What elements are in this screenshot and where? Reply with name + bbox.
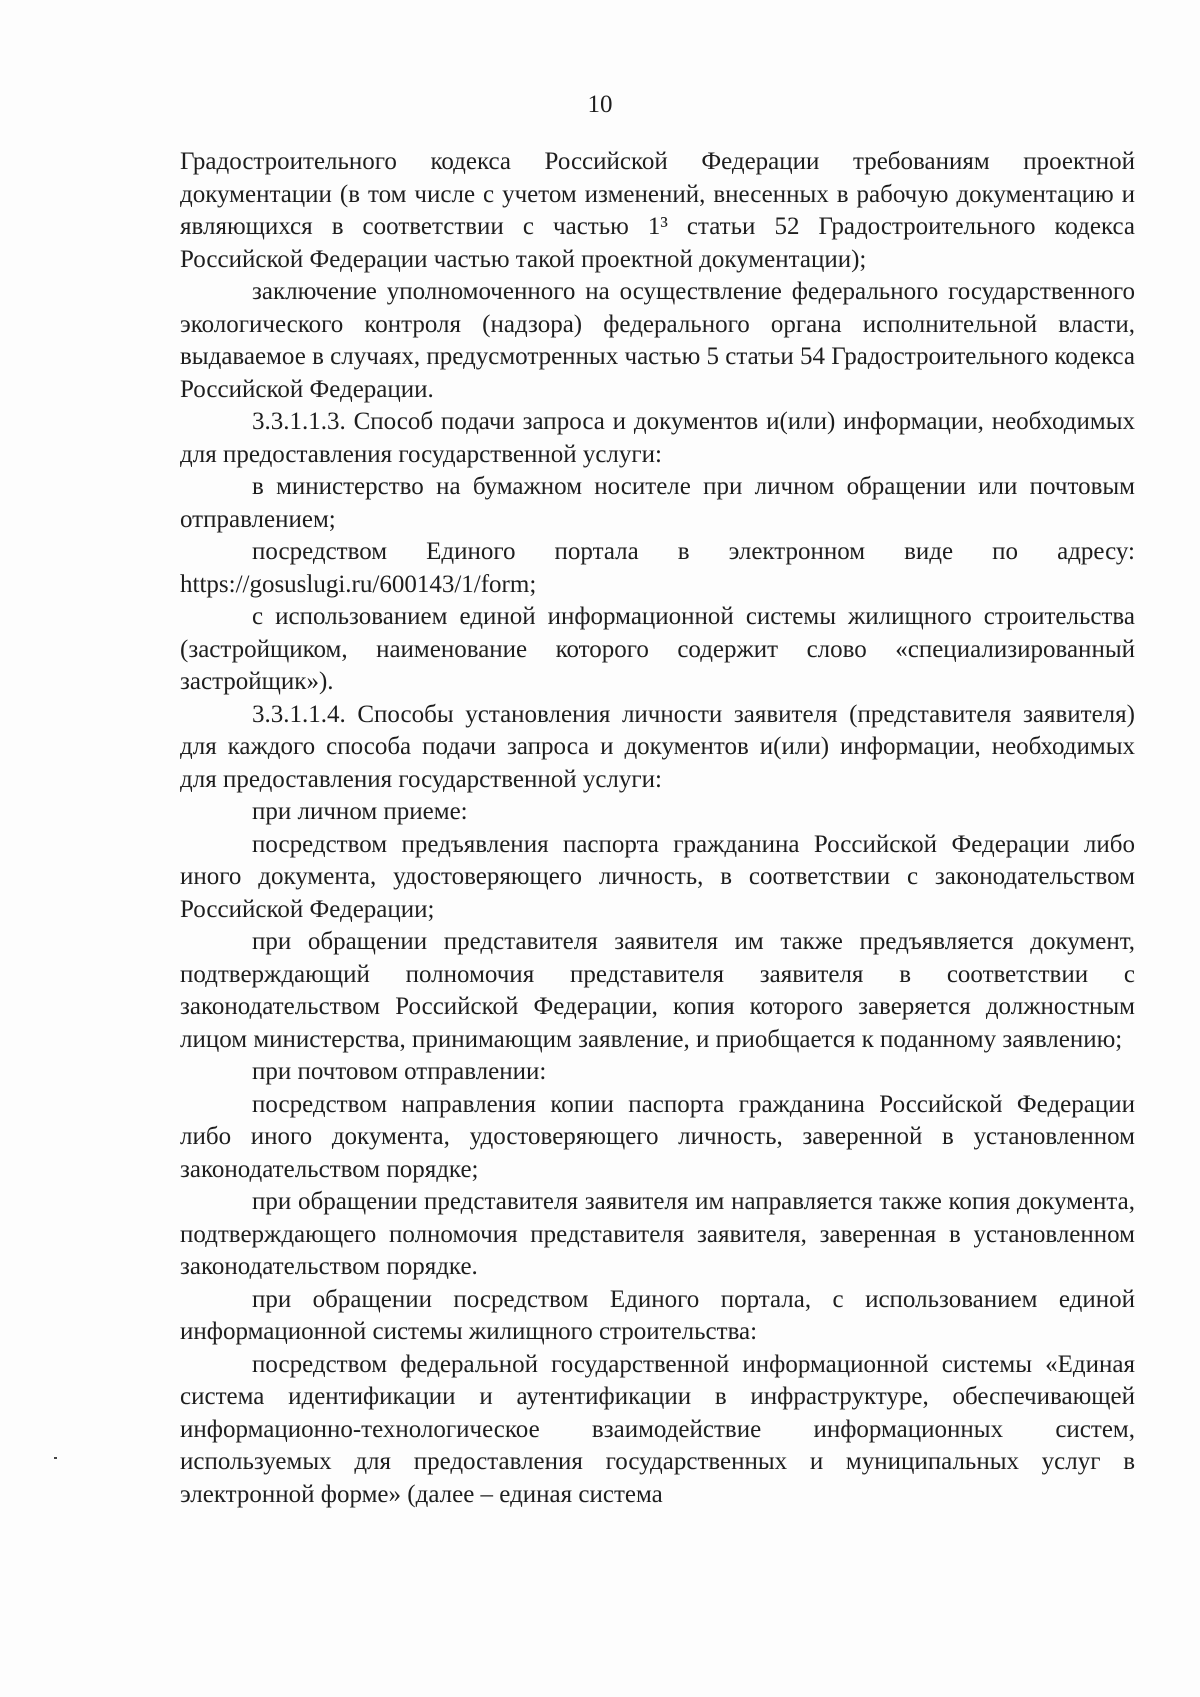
paragraph-continuation: Градостроительного кодекса Российской Федерации требованиям проектной документации (в том числе с учетом изменений, внесенных в рабочую документацию и являющихся в соответствии с частью 1³ статьи 52 Градостроительного кодекса Российской Федерации частью такой проектной документации); — [180, 148, 1135, 273]
paragraph-representative-document: при обращении представителя заявителя им также предъявляется документ, подтверждающий полномочия представителя заявителя в соответствии с законодательством Российской Федерации, копия которого заверяется должностным лицом министерства, принимающим заявление, и приобщается к поданному заявлению; — [180, 928, 1135, 1053]
paragraph-submission-portal: посредством Единого портала в электронном виде по адресу: https://gosuslugi.ru/600143/1/form; — [180, 538, 1135, 598]
paragraph-postal-sending: при почтовом отправлении: — [252, 1058, 547, 1085]
paragraph-submission-ministry: в министерство на бумажном носителе при личном обращении или почтовым отправлением; — [180, 473, 1135, 533]
paragraph-representative-copy: при обращении представителя заявителя им направляется также копия документа, подтверждающего полномочия представителя заявителя, заверенная в установленном законодательством порядке. — [180, 1188, 1135, 1280]
scan-artifact-mark — [54, 1457, 57, 1459]
paragraph-submission-eisghs: с использованием единой информационной системы жилищного строительства (застройщиком, наименование которого содержит слово «специализированный застройщик»). — [180, 603, 1135, 695]
paragraph-ecological-conclusion: заключение уполномоченного на осуществление федерального государственного экологического контроля (надзора) федерального органа исполнительной власти, выдаваемое в случаях, предусмотренных частью 5 статьи 54 Градостроительного кодекса Российской Федерации. — [180, 278, 1135, 403]
paragraph-section-3-3-1-1-4: 3.3.1.1.4. Способы установления личности заявителя (представителя заявителя) для каждого способа подачи запроса и документов и(или) информации, необходимых для предоставления государственной услуги: — [180, 700, 1135, 793]
paragraph-passport-presentation: посредством предъявления паспорта гражданина Российской Федерации либо иного документа, удостоверяющего личность, в соответствии с законодательством Российской Федерации; — [180, 830, 1135, 923]
paragraph-section-3-3-1-1-3: 3.3.1.1.3. Способ подачи запроса и документов и(или) информации, необходимых для предоставления государственной услуги: — [180, 408, 1135, 468]
paragraph-esia: посредством федеральной государственной информационной системы «Единая система идентификации и аутентификации в инфраструктуре, обеспечивающей информационно-технологическое взаимодействие информационных систем, используемых для предоставления государственных и муниципальных услуг в электронной форме» (далее – единая система — [180, 1350, 1135, 1508]
paragraph-portal-appeal: при обращении посредством Единого портала, с использованием единой информационной системы жилищного строительства: — [180, 1285, 1135, 1345]
paragraph-personal-reception: при личном приеме: — [252, 798, 468, 825]
paragraph-passport-copy: посредством направления копии паспорта гражданина Российской Федерации либо иного документа, удостоверяющего личность, заверенной в установленном законодательством порядке; — [180, 1090, 1135, 1183]
document-body — [180, 146, 1135, 1511]
page-number: 10 — [587, 91, 613, 118]
